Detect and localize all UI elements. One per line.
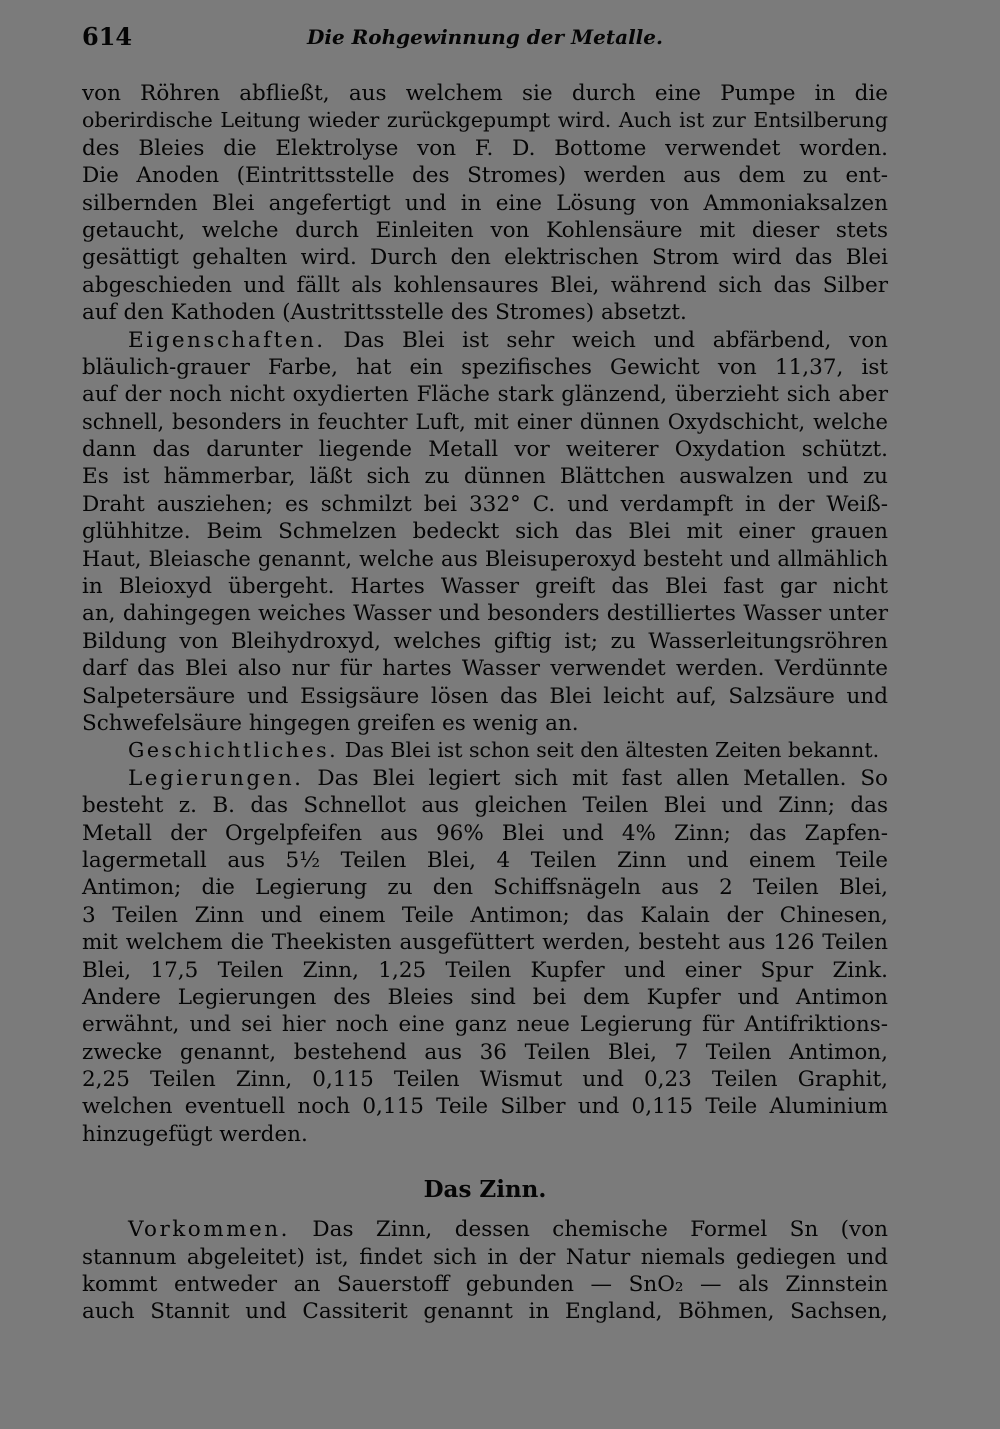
text-run: Das Blei ist schon seit den ältesten Zeiten bekannt. [344,738,880,763]
text-line: welchen eventuell noch 0,115 Teile Silber und 0,115 Teile Aluminium [82,1094,888,1120]
paragraph-electrolysis [82,80,888,327]
text-line: zwecke genannt, bestehend aus 36 Teilen Blei, 7 Teilen Antimon, [82,1039,888,1065]
text-line: 2,25 Teilen Zinn, 0,115 Teilen Wismut und 0,23 Teilen Graphit, [82,1067,888,1093]
text-line: silbernden Blei angefertigt und in eine Lösung von Ammoniaksalzen [82,190,888,216]
text-line: schnell, besonders in feuchter Luft, mit einer dünnen Oxydschicht, welche [82,409,888,434]
text-line: Blei, 17,5 Teilen Zinn, 1,25 Teilen Kupfer und einer Spur Zink. [82,957,888,983]
page-number: 614 [82,22,133,51]
text-line: auf der noch nicht oxydierten Fläche stark glänzend, überzieht sich aber [82,382,888,408]
page-header [82,22,888,56]
text-run: Das Zinn, dessen chemische Formel Sn (von [312,1217,888,1243]
page-body [82,80,888,1326]
text-line: Schwefelsäure hingegen greifen es wenig an. [82,710,579,736]
paragraph-vorkommen [82,1216,888,1326]
text-line: an, dahingegen weiches Wasser und besonders destilliertes Wasser unter [82,601,888,627]
text-line: Salpetersäure und Essigsäure lösen das Blei leicht auf, Salzsäure und [82,683,888,709]
text-run: Das Blei legiert sich mit fast allen Metallen. So [317,765,888,791]
text-line [82,327,888,354]
text-line: stannum abgeleitet) ist, findet sich in der Natur niemals gediegen und [82,1244,888,1270]
text-line [82,1216,888,1243]
text-line: 3 Teilen Zinn und einem Teile Antimon; das Kalain der Chinesen, [82,902,888,928]
text-line: Andere Legierungen des Bleies sind bei dem Kupfer und Antimon [82,984,888,1010]
text-line: Die Anoden (Eintrittsstelle des Stromes) werden aus dem zu ent- [82,163,888,189]
text-line: in Bleioxyd übergeht. Hartes Wasser greift das Blei fast gar nicht [82,574,888,600]
text-line: lagermetall aus 5½ Teilen Blei, 4 Teilen Zinn und einem Teile [82,847,888,873]
section-title: Das Zinn. [423,1176,547,1204]
text-line: bläulich-grauer Farbe, hat ein spezifisches Gewicht von 11,37, ist [82,354,888,380]
text-line: abgeschieden und fällt als kohlensaures Blei, während sich das Silber [82,272,888,298]
text-line: mit welchem die Theekisten ausgefüttert werden, besteht aus 126 Teilen [82,930,888,956]
text-line: dann das darunter liegende Metall vor weiterer Oxydation schützt. [82,437,888,463]
text-line: getaucht, welche durch Einleiten von Kohlensäure mit dieser stets [82,217,888,243]
text-line: kommt entweder an Sauerstoff gebunden — SnO₂ — als Zinnstein [82,1272,888,1298]
text-line: oberirdische Leitung wieder zurückgepumpt wird. Auch ist zur Entsilberung [82,108,888,133]
text-line: Es ist hämmerbar, läßt sich zu dünnen Blättchen auswalzen und zu [82,464,888,490]
text-line: glühhitze. Beim Schmelzen bedeckt sich das Blei mit einer grauen [82,519,888,545]
paragraph-eigenschaften [82,327,888,738]
text-line: darf das Blei also nur für hartes Wasser verwendet werden. Verdünnte [82,656,888,682]
text-line: Haut, Bleiasche genannt, welche aus Bleisuperoxyd besteht und allmählich [82,546,888,571]
paragraph-heading: Vorkommen. [128,1217,290,1243]
text-line [82,765,888,792]
text-line: auch Stannit und Cassiterit genannt in England, Böhmen, Sachsen, [82,1299,888,1325]
text-line: Bildung von Bleihydroxyd, welches giftig ist; zu Wasserleitungsröhren [82,628,888,654]
text-line: von Röhren abfließt, aus welchem sie durch eine Pumpe in die [82,81,888,106]
paragraph-heading: Legierungen. [128,765,304,791]
text-line: hinzugefügt werden. [82,1121,308,1147]
running-title: Die Rohgewinnung der Metalle. [307,25,663,49]
text-line: auf den Kathoden (Austrittsstelle des Stromes) absetzt. [82,300,687,326]
paragraph-legierungen [82,765,888,1148]
text-line: Draht ausziehen; es schmilzt bei 332° C. und verdampft in der Weiß- [82,491,888,517]
text-line: besteht z. B. das Schnellot aus gleichen Teilen Blei und Zinn; das [82,793,888,819]
text-line: Antimon; die Legierung zu den Schiffsnägeln aus 2 Teilen Blei, [82,875,888,901]
text-run: Das Blei ist sehr weich und abfärbend, von [343,327,888,353]
text-line: erwähnt, und sei hier noch eine ganz neue Legierung für Antifriktions- [82,1012,888,1038]
text-line [82,737,888,764]
text-line: Metall der Orgelpfeifen aus 96% Blei und 4% Zinn; das Zapfen- [82,820,888,846]
paragraph-heading: Eigenschaften. [128,327,326,353]
paragraph-geschichtliches [82,737,888,764]
paragraph-heading: Geschichtliches. [128,738,339,763]
text-line: des Bleies die Elektrolyse von F. D. Bottome verwendet worden. [82,135,888,161]
text-line: gesättigt gehalten wird. Durch den elektrischen Strom wird das Blei [82,245,888,271]
